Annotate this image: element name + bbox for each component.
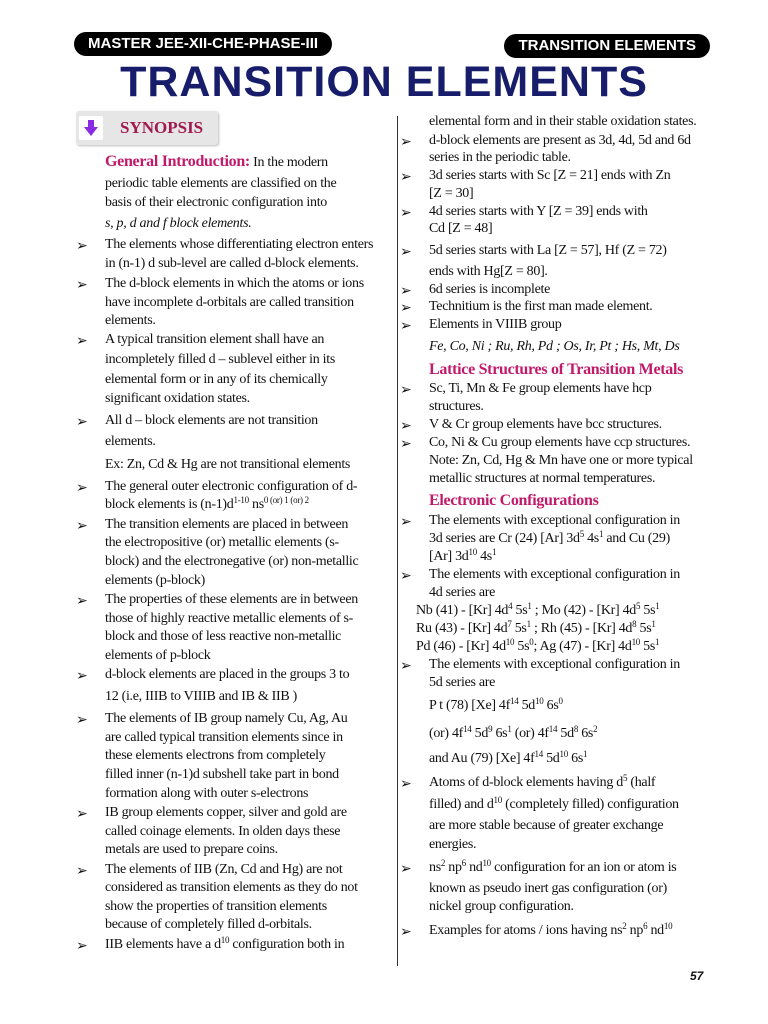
bullet-arrow-icon: ➢ — [76, 807, 88, 822]
text-line: series in the periodic table. — [429, 150, 571, 165]
text-line: The elements whose differentiating electron enters — [105, 237, 374, 252]
text-line: Co, Ni & Cu group elements have ccp structures. — [429, 435, 691, 450]
bullet-arrow-icon: ➢ — [76, 864, 88, 879]
text-line: P t (78) [Xe] $4f^{14}$ $5d^{10}$ $6s^0$ — [429, 696, 563, 713]
text-line: Fe, Co, Ni ; Ru, Rh, Pd ; Os, Ir, Pt ; Hs, Mt, Ds — [429, 339, 680, 354]
text-line: Pd (46) - [Kr] $4d^{10}$ $5s^0$; Ag (47) - [Kr] $4d^{10}$ $5s^1$ — [416, 637, 660, 654]
bullet-arrow-icon: ➢ — [400, 925, 412, 940]
text-line: block elements is $(n-1)d^{1-10}$ $ns^{0 (or) 1 (or) 2}$ — [105, 495, 309, 512]
text-line: Note: Zn, Cd, Hg & Mn have one or more typical — [429, 453, 693, 468]
text-line: 5d series starts with La [Z = 57], Hf (Z = 72) — [429, 243, 667, 258]
text-line: 12 (i.e, IIIB to VIIIB and IB & IIB ) — [105, 689, 297, 704]
bullet-arrow-icon: ➢ — [76, 669, 88, 684]
text-line: Sc, Ti, Mn & Fe group elements have hcp — [429, 381, 652, 396]
text-line: Elements in VIIIB group — [429, 317, 562, 332]
page-title: TRANSITION ELEMENTS — [120, 58, 648, 106]
bullet-arrow-icon: ➢ — [400, 135, 412, 150]
bullet-arrow-icon: ➢ — [400, 170, 412, 185]
text-line: [Ar] $3d^{10}$ $4s^1$ — [429, 547, 497, 564]
text-line: formation along with outer s-electrons — [105, 786, 309, 801]
bullet-arrow-icon: ➢ — [76, 594, 88, 609]
text-line: The elements with exceptional configuration in — [429, 657, 680, 672]
text-line: known as pseudo inert gas configuration (or) — [429, 881, 667, 896]
text-line: IB group elements copper, silver and gold are — [105, 805, 347, 820]
text-line: IIB elements have a $d^{10}$ configuration both in — [105, 935, 345, 952]
text-line: elements. — [105, 434, 156, 449]
text-line: The elements with exceptional configuration in — [429, 513, 680, 528]
text-line: The elements with exceptional configuration in — [429, 567, 680, 582]
text-line: Ru (43) - [Kr] $4d^7$ $5s^1$ ; Rh (45) - [Kr] $4d^8$ $5s^1$ — [416, 619, 656, 636]
text-line: basis of their electronic configuration into — [105, 195, 328, 210]
column-divider — [397, 116, 398, 966]
text-line: these elements electrons from completely — [105, 748, 326, 763]
text-line: structures. — [429, 399, 484, 414]
text-line: The elements of IIB (Zn, Cd and Hg) are not — [105, 862, 343, 877]
text-line: are called typical transition elements since in — [105, 730, 343, 745]
bullet-arrow-icon: ➢ — [400, 419, 412, 434]
bullet-arrow-icon: ➢ — [400, 301, 412, 316]
text-line: those of highly reactive metallic elements of s- — [105, 611, 354, 626]
text-line: The general outer electronic configuration of d- — [105, 479, 358, 494]
text-line: V & Cr group elements have bcc structures. — [429, 417, 662, 432]
text-line: are more stable because of greater exchange — [429, 818, 664, 833]
bullet-arrow-icon: ➢ — [400, 319, 412, 334]
text-line: nickel group configuration. — [429, 899, 574, 914]
bullet-arrow-icon: ➢ — [400, 383, 412, 398]
text-line: s, p, d and f block elements. — [105, 216, 252, 231]
text-line: the electropositive (or) metallic elements (s- — [105, 535, 339, 550]
text-line: in (n-1) d sub-level are called d-block elements. — [105, 256, 359, 271]
bullet-arrow-icon: ➢ — [400, 659, 412, 674]
text-line: The properties of these elements are in between — [105, 592, 358, 607]
bullet-arrow-icon: ➢ — [400, 437, 412, 452]
text-line: Atoms of d-block elements having $d^5$ (half — [429, 773, 656, 790]
bullet-arrow-icon: ➢ — [400, 245, 412, 260]
bullet-arrow-icon: ➢ — [400, 777, 412, 792]
text-line: elements (p-block) — [105, 573, 205, 588]
text-line: filled inner (n-1)d subshell take part in bond — [105, 767, 339, 782]
text-line: A typical transition element shall have an — [105, 332, 325, 347]
text-line: filled) and $d^{10}$ (completely filled) configuration — [429, 795, 679, 812]
text-line: called coinage elements. In olden days these — [105, 824, 341, 839]
bullet-arrow-icon: ➢ — [76, 713, 88, 728]
header-right-badge: TRANSITION ELEMENTS — [504, 34, 710, 58]
text-line: periodic table elements are classified on the — [105, 176, 337, 191]
bullet-arrow-icon: ➢ — [76, 481, 88, 496]
text-line: Nb (41) - [Kr] $4d^4$ $5s^1$ ; Mo (42) - [Kr] $4d^5$ $5s^1$ — [416, 601, 660, 618]
text-line: block and those of less reactive non-metallic — [105, 629, 342, 644]
bullet-arrow-icon: ➢ — [400, 569, 412, 584]
text-line: 5d series are — [429, 675, 496, 690]
text-line: $ns^2$ $np^6$ $nd^{10}$ configuration for an ion or atom is — [429, 858, 677, 875]
text-line: considered as transition elements as they do not — [105, 880, 358, 895]
down-arrow-icon — [79, 116, 103, 140]
text-line: elemental form or in any of its chemically — [105, 372, 328, 387]
synopsis-box — [76, 111, 218, 145]
text-line: ends with Hg[Z = 80]. — [429, 264, 548, 279]
text-line: Technitium is the first man made element. — [429, 299, 653, 314]
text-line: The d-block elements in which the atoms or ions — [105, 276, 364, 291]
heading-lattice-structures: Lattice Structures of Transition Metals — [429, 361, 684, 378]
text-line: 3d series starts with Sc [Z = 21] ends with Zn — [429, 168, 671, 183]
text-line: d-block elements are placed in the groups 3 to — [105, 667, 350, 682]
bullet-arrow-icon: ➢ — [76, 939, 88, 954]
text-line: Examples for atoms / ions having $ns^2$ $np^6$ $nd^{10}$ — [429, 921, 673, 938]
heading-general-introduction: General Introduction: — [105, 153, 250, 170]
bullet-arrow-icon: ➢ — [76, 239, 88, 254]
text-line: incompletely filled d – sublevel either in its — [105, 352, 335, 367]
text-line: have incomplete d-orbitals are called transition — [105, 295, 354, 310]
bullet-arrow-icon: ➢ — [76, 415, 88, 430]
text-line: 4d series are — [429, 585, 496, 600]
text-line: block) and the electronegative (or) non-metallic — [105, 554, 359, 569]
text-line: Ex: Zn, Cd & Hg are not transitional elements — [105, 457, 351, 472]
text-line: d-block elements are present as 3d, 4d, 5d and 6d — [429, 133, 691, 148]
bullet-arrow-icon: ➢ — [76, 519, 88, 534]
bullet-arrow-icon: ➢ — [76, 278, 88, 293]
bullet-arrow-icon: ➢ — [400, 515, 412, 530]
text-line: The transition elements are placed in between — [105, 517, 349, 532]
text-line: and Au (79) [Xe] $4f^{14}$ $5d^{10}$ $6s^1$ — [429, 749, 588, 766]
text-line: In the modern — [253, 155, 328, 170]
text-line: because of completely filled d-orbitals. — [105, 917, 312, 932]
text-line: 3d series are Cr (24) [Ar] $3d^5$ $4s^1$ and Cu (29) — [429, 529, 670, 546]
text-line: metals are used to prepare coins. — [105, 842, 278, 857]
text-line: energies. — [429, 837, 477, 852]
text-line: show the properties of transition elements — [105, 899, 327, 914]
header-left-badge: MASTER JEE-XII-CHE-PHASE-III — [74, 32, 332, 56]
bullet-arrow-icon: ➢ — [400, 206, 412, 221]
text-line: [Z = 30] — [429, 186, 474, 201]
text-line: Cd [Z = 48] — [429, 221, 493, 236]
text-line: significant oxidation states. — [105, 391, 250, 406]
synopsis-label: SYNOPSIS — [120, 118, 204, 137]
bullet-arrow-icon: ➢ — [76, 334, 88, 349]
text-line: 6d series is incomplete — [429, 282, 551, 297]
bullet-arrow-icon: ➢ — [400, 284, 412, 299]
bullet-arrow-icon: ➢ — [400, 862, 412, 877]
heading-electronic-configurations: Electronic Configurations — [429, 492, 599, 509]
text-line: 4d series starts with Y [Z = 39] ends with — [429, 204, 648, 219]
text-line: elemental form and in their stable oxidation states. — [429, 114, 697, 129]
text-line: The elements of IB group namely Cu, Ag, Au — [105, 711, 348, 726]
text-line: elements. — [105, 313, 156, 328]
text-line: elements of p-block — [105, 648, 211, 663]
text-line: All d – block elements are not transition — [105, 413, 318, 428]
text-line: (or) $4f^{14}$ $5d^9$ $6s^1$ (or) $4f^{14}$ $5d^8$ $6s^2$ — [429, 724, 598, 741]
text-line: metallic structures at normal temperatures. — [429, 471, 656, 486]
page-number: 57 — [690, 969, 704, 983]
